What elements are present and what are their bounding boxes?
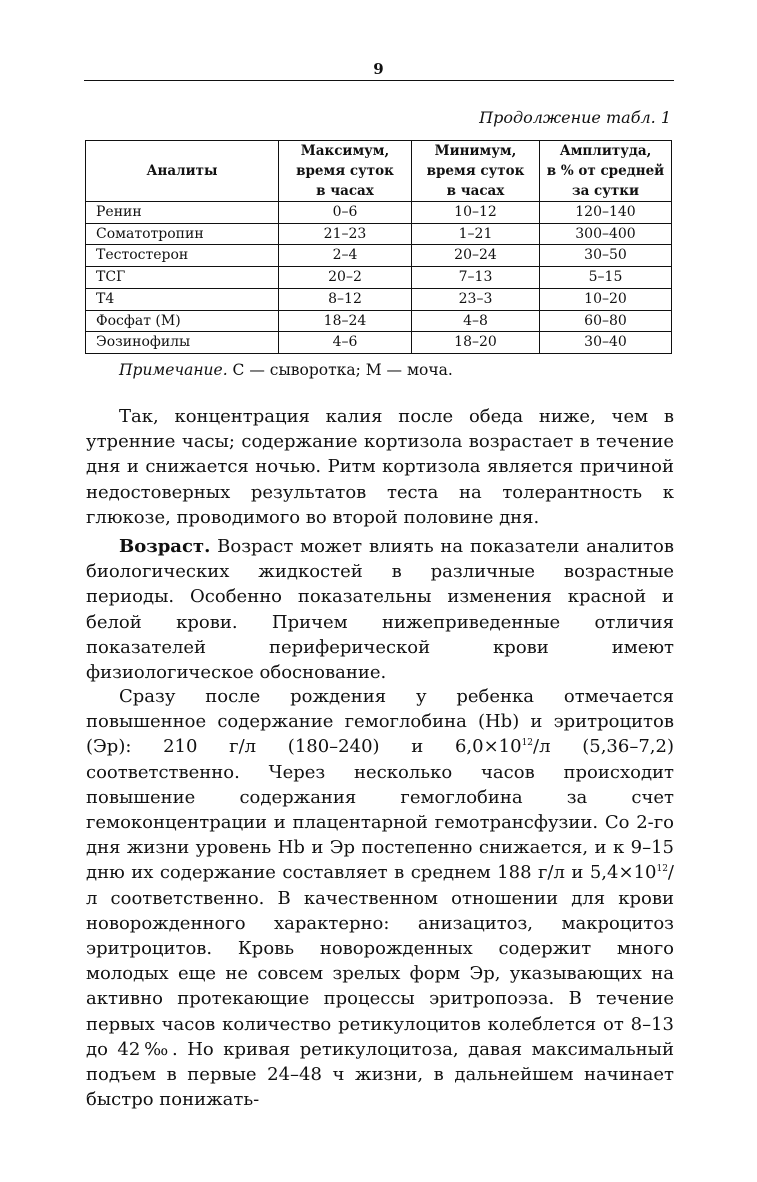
table-row <box>86 267 672 289</box>
header-max-line: в часах <box>316 183 374 199</box>
table-row <box>86 310 672 332</box>
cell-amp: 30–50 <box>540 245 672 267</box>
superscript: 12 <box>656 864 668 875</box>
page-number: 9 <box>373 60 384 78</box>
table-note <box>119 361 453 379</box>
paragraph-2 <box>86 534 674 685</box>
cell-amp: 60–80 <box>540 310 672 332</box>
paragraph-3-text: /л (5,36–7,2) соответственно. Через несколько часов происходит повышение содержания гемоглобина за счет гемоконцентрации и плацентарной гемотрансфузии. Со 2-го дня жизни уровень Hb и Эр постепенно снижается, и к 9–15 дню их содержание составляет в среднем 188 г/л и 5,4×10 <box>86 736 674 884</box>
header-max <box>279 141 412 202</box>
paragraph-1 <box>86 404 674 530</box>
data-table <box>85 140 672 354</box>
header-min-line: время суток <box>426 163 525 179</box>
cell-min: 7–13 <box>412 267 540 289</box>
cell-max: 2–4 <box>279 245 412 267</box>
header-min <box>412 141 540 202</box>
superscript: 12 <box>521 738 534 749</box>
cell-amp: 120–140 <box>540 202 672 224</box>
cell-min: 18–20 <box>412 332 540 354</box>
table-header-row <box>86 141 672 202</box>
table-row <box>86 202 672 224</box>
table-row <box>86 223 672 245</box>
cell-analyte: Фосфат (М) <box>86 310 279 332</box>
paragraph-2-heading: Возраст. <box>119 536 211 557</box>
cell-analyte: Эозинофилы <box>86 332 279 354</box>
cell-max: 4–6 <box>279 332 412 354</box>
cell-max: 18–24 <box>279 310 412 332</box>
cell-analyte: Ренин <box>86 202 279 224</box>
table-row <box>86 288 672 310</box>
table-caption: Продолжение табл. 1 <box>479 108 671 127</box>
cell-max: 20–2 <box>279 267 412 289</box>
header-max-line: время суток <box>296 163 394 179</box>
header-min-line: Минимум, <box>434 143 517 159</box>
cell-max: 21–23 <box>279 223 412 245</box>
paragraph-3-text: /л соответственно. В качественном отношении для крови новорожденного характерно: анизацитоз, макроцитоз эритроцитов. Кровь новорожденных содержит много молодых еще не совсем зрелых форм Эр, указывающих на активно протекающие процессы эритропоэза. В течение первых часов количество ретикулоцитов колеблется от 8–13 до 42‰. Но кривая ретикулоцитоза, давая максимальный подъем в первые 24–48 ч жизни, в дальнейшем начинает быстро понижать- <box>86 862 674 1111</box>
note-text: С — сыворотка; М — моча. <box>227 361 453 379</box>
cell-analyte: Тестостерон <box>86 245 279 267</box>
cell-analyte: Соматотропин <box>86 223 279 245</box>
paragraph-3 <box>86 684 674 1112</box>
paragraph-1-text: Так, концентрация калия после обеда ниже, чем в утренние часы; содержание кортизола возрастает в течение дня и снижается ночью. Ритм кортизола является причиной недостоверных результатов теста на толерантность к глюкозе, проводимого во второй половине дня. <box>86 406 674 528</box>
cell-min: 4–8 <box>412 310 540 332</box>
paragraph-2-text: Возраст может влиять на показатели аналитов биологических жидкостей в различные возрастные периоды. Особенно показательны изменения красной и белой крови. Причем нижеприведенные отличия показателей периферической крови имеют физиологическое обоснование. <box>86 536 674 684</box>
cell-min: 1–21 <box>412 223 540 245</box>
header-amp-line: Амплитуда, <box>559 143 652 159</box>
header-rule <box>84 80 674 81</box>
cell-max: 8–12 <box>279 288 412 310</box>
cell-amp: 30–40 <box>540 332 672 354</box>
cell-amp: 10–20 <box>540 288 672 310</box>
table-row <box>86 245 672 267</box>
header-amp <box>540 141 672 202</box>
cell-max: 0–6 <box>279 202 412 224</box>
paragraph-3-text: Сразу после рождения у ребенка отмечается повышенное содержание гемоглобина (Hb) и эритроцитов (Эр): 210 г/л (180–240) и 6,0×10 <box>86 686 674 758</box>
cell-min: 23–3 <box>412 288 540 310</box>
header-amp-line: за сутки <box>571 183 640 199</box>
cell-analyte: Т4 <box>86 288 279 310</box>
note-label: Примечание. <box>119 361 228 379</box>
cell-analyte: ТСГ <box>86 267 279 289</box>
header-max-line: Максимум, <box>300 143 390 159</box>
cell-amp: 5–15 <box>540 267 672 289</box>
header-min-line: в часах <box>446 183 505 199</box>
cell-min: 20–24 <box>412 245 540 267</box>
header-analyte: Аналиты <box>86 141 279 202</box>
cell-amp: 300–400 <box>540 223 672 245</box>
table-row <box>86 332 672 354</box>
cell-min: 10–12 <box>412 202 540 224</box>
header-amp-line: в % от средней <box>546 163 665 179</box>
